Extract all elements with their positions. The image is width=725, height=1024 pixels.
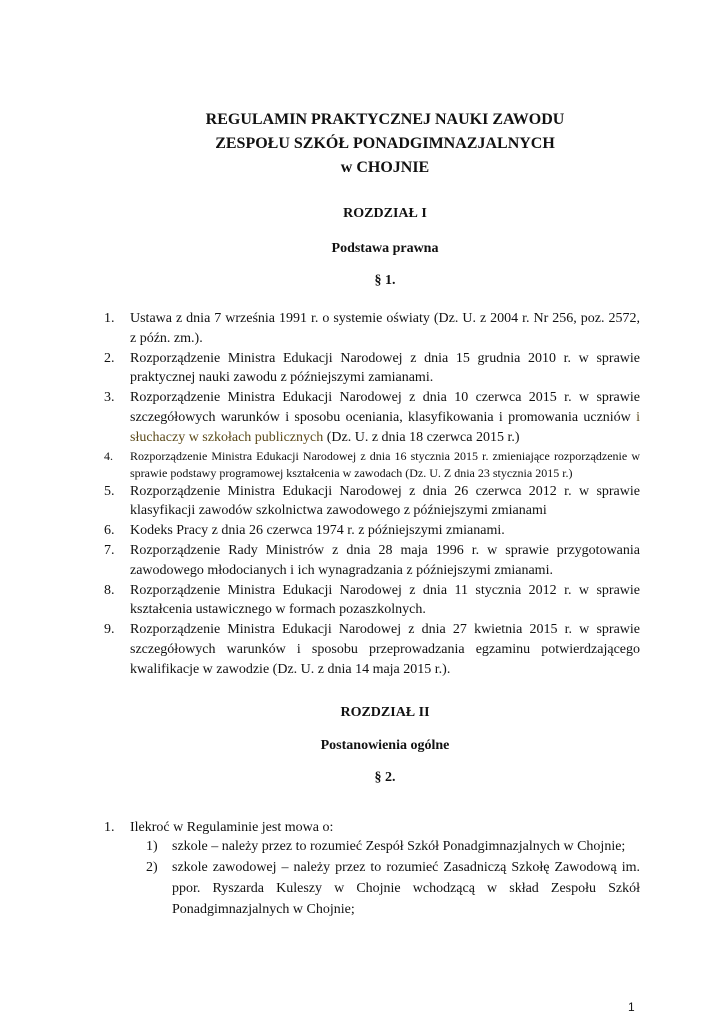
title-line-2: ZESPOŁU SZKÓŁ PONADGIMNAZJALNYCH — [215, 135, 555, 152]
legal-basis-list — [104, 309, 640, 680]
list-item: 6. Kodeks Pracy z dnia 26 czerwca 1974 r. z późniejszymi zmianami. — [104, 523, 505, 539]
definitions-sublist — [146, 836, 640, 920]
general-provisions-list — [104, 818, 640, 838]
chapter-2-heading: ROZDZIAŁ II — [340, 705, 430, 720]
list-item: 5. Rozporządzenie Ministra Edukacji Narodowej z dnia 26 czerwca 2012 r. w sprawie klasyfikacji zawodów szkolnictwa zawodowego z późniejszymi zmianami — [104, 483, 640, 519]
page-number: 1 — [628, 1000, 635, 1014]
list-item: 2) szkole zawodowej – należy przez to rozumieć Zasadniczą Szkołę Zawodową im. ppor. Ryszarda Kuleszy w Chojnie wchodzącą w skład Zespołu Szkół Ponadgimnazjalnych w Chojnie; — [146, 860, 640, 917]
list-item: 7. Rozporządzenie Rady Ministrów z dnia 28 maja 1996 r. w sprawie przygotowania zawodowego młodocianych i ich wynagradzania z późniejszymi zmianami. — [104, 542, 640, 578]
list-item: 1) szkole – należy przez to rozumieć Zespół Szkół Ponadgimnazjalnych w Chojnie; — [146, 839, 626, 854]
paragraph-2-sign: § 2. — [374, 770, 396, 785]
highlighted-text: i słuchaczy w szkołach publicznych — [130, 409, 640, 445]
list-item: 2. Rozporządzenie Ministra Edukacji Narodowej z dnia 15 grudnia 2010 r. w sprawie praktycznej nauki zawodu z późniejszymi zamianami. — [104, 350, 640, 386]
title-line-1: REGULAMIN PRAKTYCZNEJ NAUKI ZAWODU — [205, 111, 565, 128]
list-item: 1. Ustawa z dnia 7 września 1991 r. o systemie oświaty (Dz. U. z 2004 r. Nr 256, poz. 2572, z późn. zm.). — [104, 311, 640, 346]
list-item: 3. Rozporządzenie Ministra Edukacji Narodowej z dnia 10 czerwca 2015 r. w sprawie szczegółowych warunków i sposobu oceniania, klasyfikowania i promowania uczniów i słuchaczy w szkołach publicznych (Dz. U. z dnia 18 czerwca 2015 r.) — [104, 390, 640, 445]
list-item: 8. Rozporządzenie Ministra Edukacji Narodowej z dnia 11 stycznia 2012 r. w sprawie kształcenia ustawicznego w formach pozaszkolnych. — [104, 582, 640, 618]
chapter-1-subtitle: Podstawa prawna — [331, 241, 439, 256]
paragraph-1-sign: § 1. — [374, 273, 396, 288]
chapter-2-subtitle: Postanowienia ogólne — [320, 738, 450, 753]
list-item: 1. Ilekroć w Regulaminie jest mowa o: — [104, 820, 334, 835]
list-item: 4. Rozporządzenie Ministra Edukacji Narodowej z dnia 16 stycznia 2015 r. zmieniające rozporządzenie w sprawie podstawy programowej kształcenia w zawodach (Dz. U. Z dnia 23 stycznia 2015 r.) — [104, 448, 640, 480]
chapter-1-heading: ROZDZIAŁ I — [343, 206, 427, 221]
document-title — [100, 108, 670, 180]
title-line-3: w CHOJNIE — [340, 159, 430, 176]
list-item: 9. Rozporządzenie Ministra Edukacji Narodowej z dnia 27 kwietnia 2015 r. w sprawie szczegółowych warunków i sposobu przeprowadzania egzaminu potwierdzającego kwalifikacje w zawodzie (Dz. U. z dnia 14 maja 2015 r.). — [104, 622, 640, 677]
